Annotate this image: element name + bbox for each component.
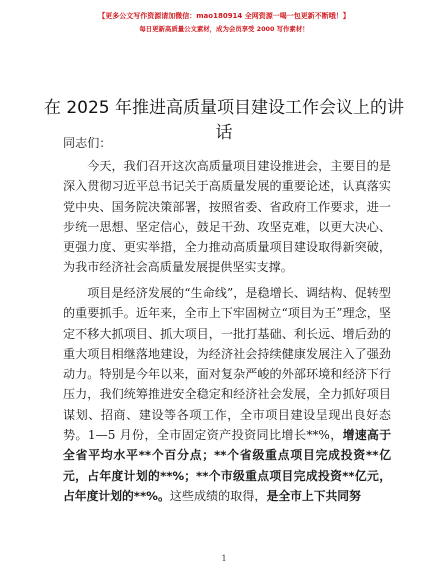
paragraph-2-main: 项目是经济发展的“生命线”，是稳增长、调结构、促转型的重要抓手。近年来，全市上下牢固树立“项目为王”理念，坚定不移大抓项目、抓大项目，一批打基础、利长远、增后劲的重大项目相继落地建设，为经济社会持续健康发展注入了强劲动力。特别是今年以来，面对复杂严峻的外部环境和经济下行压力，我们统筹推进安全稳定和经济社会发展，全力抓好项目谋划、招商、建设等各项工作，全市项目建设呈现出良好态势。1—5 月份，全市固定资产投资同比增长**%， xyxy=(63,286,391,443)
promo-banner-line1: 【更多公文写作资源请加微信：mao180914 全网资源一喝一包更新不断哦！】 xyxy=(98,12,350,20)
paragraph-2-tail: 这些成绩的取得， xyxy=(169,488,267,503)
promo-banner-line2: 每日更新高质量公文素材，成为会员享受 2000 写作素材！ xyxy=(139,25,309,33)
document-title: 在 2025 年推进高质量项目建设工作会议上的讲话 xyxy=(43,98,405,143)
paragraph-2 xyxy=(63,283,391,506)
paragraph-1: 今天，我们召开这次高质量项目建设推进会，主要目的是深入贯彻习近平总书记关于高质量发展的重要论述，认真落实党中央、国务院决策部署，按照省委、省政府工作要求，进一步统一思想、坚定信心，鼓足干劲、攻坚克难，以更大决心、更强力度、更实举措，全力推动高质量项目建设取得新突破，为我市经济社会高质量发展提供坚实支撑。 xyxy=(63,159,391,275)
paragraph-2-bold-stats: 增速高于全省平均水平**个百分点；**个省级重点项目完成投资**亿元，占年度计划的**%；**个市级重点项目完成投资**亿元，占年度计划的**%。 xyxy=(63,428,391,503)
paragraph-2-bold-end: 是全市上下共同努 xyxy=(266,488,361,503)
page-number: 1 xyxy=(221,554,227,563)
greeting: 同志们： xyxy=(63,136,112,150)
